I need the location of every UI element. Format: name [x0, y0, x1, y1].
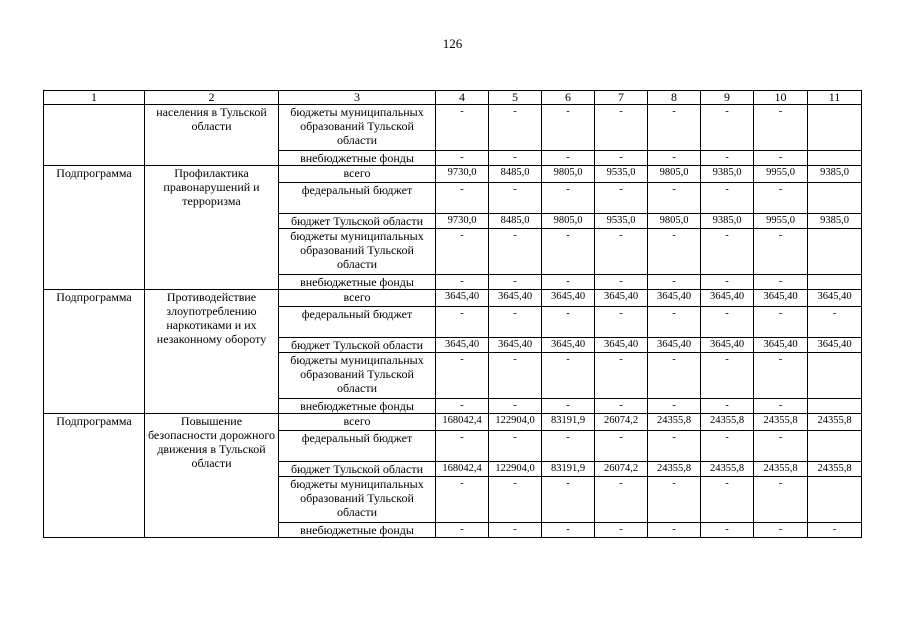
- value-cell: 24355,8: [808, 462, 862, 477]
- value-cell: -: [648, 431, 701, 462]
- value-cell: 9805,0: [542, 214, 595, 229]
- value-cell: -: [754, 477, 808, 523]
- value-cell: -: [701, 431, 754, 462]
- program-name-cell: Профилактика правонарушений и терроризма: [145, 166, 279, 290]
- value-cell: -: [648, 183, 701, 214]
- value-cell: -: [542, 523, 595, 538]
- value-cell: -: [489, 105, 542, 151]
- program-type-cell: [44, 105, 145, 166]
- value-cell: -: [754, 307, 808, 338]
- value-cell: -: [436, 523, 489, 538]
- value-cell: -: [595, 229, 648, 275]
- value-cell: -: [436, 353, 489, 399]
- value-cell: 168042,4: [436, 414, 489, 431]
- value-cell: -: [754, 353, 808, 399]
- value-cell: 8485,0: [489, 166, 542, 183]
- value-cell: 9385,0: [701, 166, 754, 183]
- value-cell: 9955,0: [754, 214, 808, 229]
- value-cell: -: [701, 307, 754, 338]
- source-cell: бюджет Тульской области: [279, 462, 436, 477]
- value-cell: [808, 229, 862, 275]
- value-cell: -: [754, 229, 808, 275]
- value-cell: 9730,0: [436, 214, 489, 229]
- table-row: [44, 166, 862, 183]
- value-cell: 3645,40: [595, 290, 648, 307]
- value-cell: 24355,8: [701, 462, 754, 477]
- value-cell: 9385,0: [701, 214, 754, 229]
- value-cell: -: [489, 477, 542, 523]
- value-cell: -: [489, 151, 542, 166]
- value-cell: 8485,0: [489, 214, 542, 229]
- value-cell: -: [754, 151, 808, 166]
- value-cell: 26074,2: [595, 462, 648, 477]
- value-cell: 9385,0: [808, 166, 862, 183]
- source-cell: внебюджетные фонды: [279, 275, 436, 290]
- value-cell: 3645,40: [436, 290, 489, 307]
- value-cell: 3645,40: [542, 290, 595, 307]
- header-cell: 6: [542, 91, 595, 105]
- page-number: 126: [442, 36, 463, 51]
- value-cell: -: [701, 183, 754, 214]
- value-cell: -: [489, 275, 542, 290]
- value-cell: 9805,0: [648, 214, 701, 229]
- source-cell: всего: [279, 414, 436, 431]
- table-row: [44, 290, 862, 307]
- value-cell: -: [489, 523, 542, 538]
- value-cell: -: [595, 353, 648, 399]
- value-cell: -: [701, 151, 754, 166]
- value-cell: -: [701, 523, 754, 538]
- value-cell: -: [542, 229, 595, 275]
- header-cell: 8: [648, 91, 701, 105]
- value-cell: [808, 477, 862, 523]
- value-cell: -: [542, 399, 595, 414]
- value-cell: -: [489, 307, 542, 338]
- value-cell: -: [436, 307, 489, 338]
- source-cell: бюджет Тульской области: [279, 214, 436, 229]
- value-cell: -: [436, 183, 489, 214]
- value-cell: -: [436, 105, 489, 151]
- value-cell: 3645,40: [648, 290, 701, 307]
- value-cell: -: [595, 523, 648, 538]
- value-cell: -: [808, 523, 862, 538]
- value-cell: -: [542, 353, 595, 399]
- header-cell: 1: [44, 91, 145, 105]
- value-cell: -: [436, 275, 489, 290]
- value-cell: 3645,40: [808, 290, 862, 307]
- value-cell: -: [489, 183, 542, 214]
- value-cell: 24355,8: [648, 414, 701, 431]
- source-cell: федеральный бюджет: [279, 307, 436, 338]
- value-cell: [808, 275, 862, 290]
- value-cell: -: [701, 275, 754, 290]
- value-cell: -: [754, 431, 808, 462]
- source-cell: всего: [279, 166, 436, 183]
- value-cell: 24355,8: [754, 462, 808, 477]
- source-cell: внебюджетные фонды: [279, 523, 436, 538]
- value-cell: -: [595, 307, 648, 338]
- value-cell: -: [542, 275, 595, 290]
- value-cell: -: [754, 105, 808, 151]
- program-type-cell: Подпрограмма: [44, 290, 145, 414]
- value-cell: 9730,0: [436, 166, 489, 183]
- value-cell: -: [648, 307, 701, 338]
- value-cell: 3645,40: [489, 290, 542, 307]
- program-name-cell: населения в Тульской области: [145, 105, 279, 166]
- value-cell: -: [436, 477, 489, 523]
- value-cell: -: [595, 105, 648, 151]
- source-cell: бюджеты муниципальных образований Тульской области: [279, 477, 436, 523]
- program-type-cell: Подпрограмма: [44, 414, 145, 538]
- value-cell: 3645,40: [595, 338, 648, 353]
- value-cell: 3645,40: [489, 338, 542, 353]
- value-cell: -: [595, 275, 648, 290]
- value-cell: -: [436, 399, 489, 414]
- value-cell: 168042,4: [436, 462, 489, 477]
- header-row: [44, 91, 862, 105]
- program-name-cell: Противодействие злоупотреблению наркотиками и их незаконному обороту: [145, 290, 279, 414]
- value-cell: 3645,40: [701, 338, 754, 353]
- value-cell: 3645,40: [542, 338, 595, 353]
- value-cell: -: [489, 353, 542, 399]
- header-cell: 4: [436, 91, 489, 105]
- value-cell: 9385,0: [808, 214, 862, 229]
- value-cell: 3645,40: [754, 338, 808, 353]
- value-cell: -: [542, 477, 595, 523]
- value-cell: -: [701, 105, 754, 151]
- program-name-cell: Повышение безопасности дорожного движения в Тульской области: [145, 414, 279, 538]
- source-cell: бюджет Тульской области: [279, 338, 436, 353]
- value-cell: -: [701, 399, 754, 414]
- budget-table: [43, 90, 862, 538]
- value-cell: 3645,40: [648, 338, 701, 353]
- value-cell: -: [595, 477, 648, 523]
- value-cell: -: [489, 399, 542, 414]
- header-cell: 7: [595, 91, 648, 105]
- source-cell: федеральный бюджет: [279, 183, 436, 214]
- value-cell: -: [808, 307, 862, 338]
- value-cell: 9535,0: [595, 166, 648, 183]
- value-cell: -: [436, 151, 489, 166]
- source-cell: внебюджетные фонды: [279, 151, 436, 166]
- value-cell: -: [648, 523, 701, 538]
- value-cell: -: [701, 229, 754, 275]
- value-cell: -: [542, 431, 595, 462]
- value-cell: 9805,0: [648, 166, 701, 183]
- value-cell: 83191,9: [542, 462, 595, 477]
- value-cell: -: [436, 229, 489, 275]
- source-cell: бюджеты муниципальных образований Тульской области: [279, 353, 436, 399]
- value-cell: -: [489, 229, 542, 275]
- value-cell: 24355,8: [701, 414, 754, 431]
- value-cell: -: [754, 523, 808, 538]
- source-cell: бюджеты муниципальных образований Тульской области: [279, 105, 436, 151]
- value-cell: [808, 353, 862, 399]
- value-cell: -: [436, 431, 489, 462]
- table-row: [44, 414, 862, 431]
- value-cell: -: [595, 431, 648, 462]
- value-cell: -: [648, 105, 701, 151]
- header-cell: 9: [701, 91, 754, 105]
- value-cell: 122904,0: [489, 462, 542, 477]
- value-cell: -: [648, 353, 701, 399]
- value-cell: -: [648, 477, 701, 523]
- value-cell: 3645,40: [701, 290, 754, 307]
- value-cell: 83191,9: [542, 414, 595, 431]
- source-cell: федеральный бюджет: [279, 431, 436, 462]
- value-cell: -: [542, 105, 595, 151]
- header-cell: 3: [279, 91, 436, 105]
- value-cell: -: [542, 183, 595, 214]
- value-cell: -: [595, 151, 648, 166]
- table-row: [44, 105, 862, 151]
- header-cell: 11: [808, 91, 862, 105]
- value-cell: 9535,0: [595, 214, 648, 229]
- value-cell: -: [489, 431, 542, 462]
- value-cell: -: [595, 399, 648, 414]
- value-cell: -: [595, 183, 648, 214]
- value-cell: -: [542, 307, 595, 338]
- header-cell: 5: [489, 91, 542, 105]
- value-cell: -: [648, 151, 701, 166]
- value-cell: 122904,0: [489, 414, 542, 431]
- value-cell: 9805,0: [542, 166, 595, 183]
- header-cell: 10: [754, 91, 808, 105]
- value-cell: -: [648, 399, 701, 414]
- value-cell: -: [648, 275, 701, 290]
- value-cell: -: [701, 353, 754, 399]
- value-cell: 3645,40: [808, 338, 862, 353]
- source-cell: внебюджетные фонды: [279, 399, 436, 414]
- header-cell: 2: [145, 91, 279, 105]
- source-cell: всего: [279, 290, 436, 307]
- value-cell: 3645,40: [754, 290, 808, 307]
- value-cell: 3645,40: [436, 338, 489, 353]
- value-cell: [808, 431, 862, 462]
- value-cell: -: [754, 275, 808, 290]
- value-cell: [808, 151, 862, 166]
- program-type-cell: Подпрограмма: [44, 166, 145, 290]
- source-cell: бюджеты муниципальных образований Тульской области: [279, 229, 436, 275]
- value-cell: 24355,8: [808, 414, 862, 431]
- value-cell: 26074,2: [595, 414, 648, 431]
- value-cell: -: [701, 477, 754, 523]
- value-cell: -: [648, 229, 701, 275]
- value-cell: -: [542, 151, 595, 166]
- value-cell: 24355,8: [648, 462, 701, 477]
- value-cell: -: [754, 183, 808, 214]
- value-cell: [808, 399, 862, 414]
- value-cell: [808, 183, 862, 214]
- value-cell: 9955,0: [754, 166, 808, 183]
- value-cell: -: [754, 399, 808, 414]
- value-cell: 24355,8: [754, 414, 808, 431]
- value-cell: [808, 105, 862, 151]
